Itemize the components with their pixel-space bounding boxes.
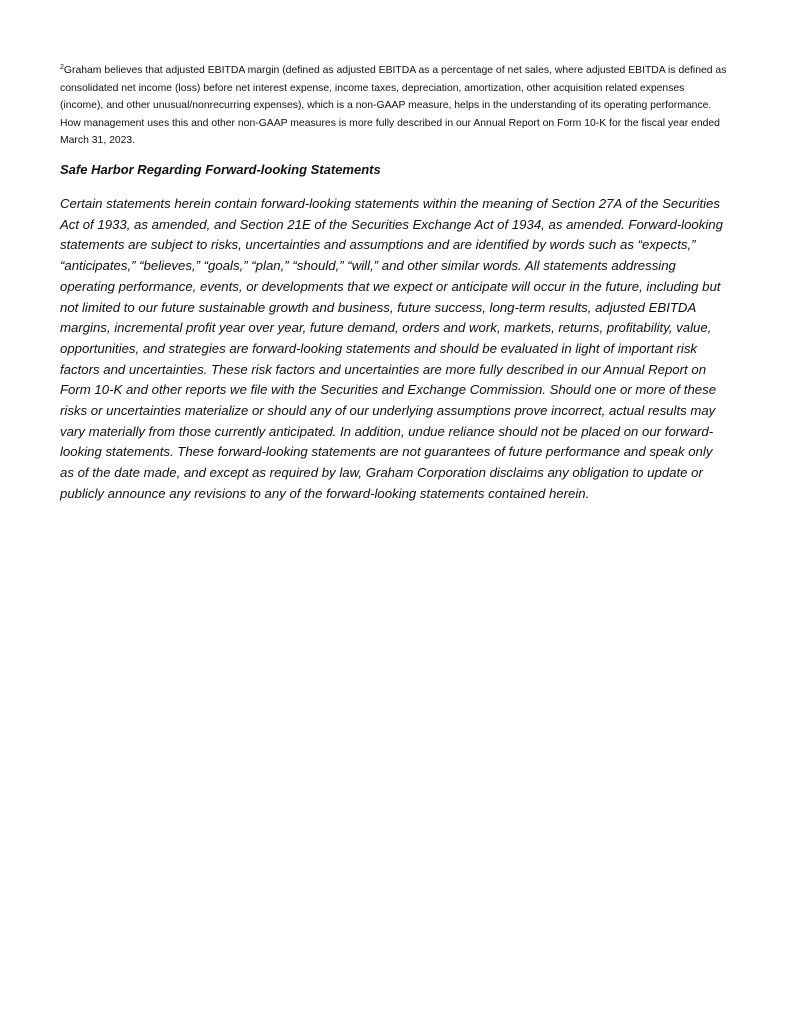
ebitda-footnote — [60, 62, 728, 150]
footnote-text: Graham believes that adjusted EBITDA margin (defined as adjusted EBITDA as a percentage of net sales, where adjusted EBITDA is defined as consolidated net income (loss) before net interest expense, income taxes, depreciation, amortization, other acquisition related expenses (income), and other unusual/nonrecurring expenses), which is a non-GAAP measure, helps in the understanding of its operating performance. How management uses this and other non-GAAP measures is more fully described in our Annual Report on Form 10-K for the fiscal year ended March 31, 2023. — [60, 65, 727, 146]
footnote-marker: 2 — [60, 64, 64, 71]
safe-harbor-heading: Safe Harbor Regarding Forward-looking Statements — [60, 162, 381, 177]
safe-harbor-body: Certain statements herein contain forward-looking statements within the meaning of Section 27A of the Securities Act of 1933, as amended, and Section 21E of the Securities Exchange Act of 1934, as amended. Forward-looking statements are subject to risks, uncertainties and assumptions and are identified by words such as “expects,” “anticipates,” “believes,” “goals,” “plan,” “should,” “will,” and other similar words. All statements addressing operating performance, events, or developments that we expect or anticipate will occur in the future, including but not limited to our future sustainable growth and business, future success, long-term results, adjusted EBITDA margins, incremental profit year over year, future demand, orders and work, markets, returns, profitability, value, opportunities, and strategies are forward-looking statements and should be evaluated in light of important risk factors and uncertainties. These risk factors and uncertainties are more fully described in our Annual Report on Form 10-K and other reports we file with the Securities and Exchange Commission. Should one or more of these risks or uncertainties materialize or should any of our underlying assumptions prove incorrect, actual results may vary materially from those currently anticipated. In addition, undue reliance should not be placed on our forward-looking statements. These forward-looking statements are not guarantees of future performance and speak only as of the date made, and except as required by law, Graham Corporation disclaims any obligation to update or publicly announce any revisions to any of the forward-looking statements contained herein. — [60, 196, 723, 501]
